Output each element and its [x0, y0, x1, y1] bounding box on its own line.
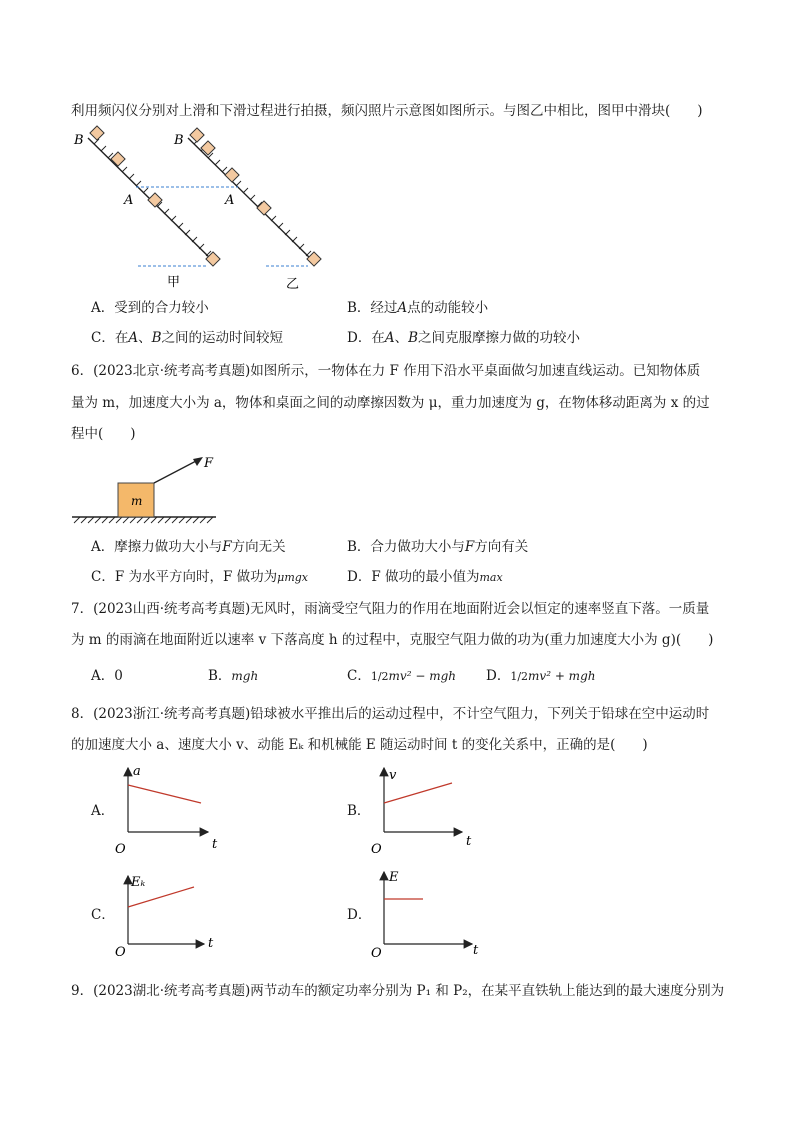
- graph-c-origin: O: [115, 945, 126, 960]
- graph-a: [115, 764, 218, 857]
- q5-option-b: B．经过A点的动能较小: [347, 300, 489, 316]
- label-B-jia: B: [74, 133, 84, 148]
- graph-b-curve: [384, 783, 452, 803]
- graph-b: [371, 768, 472, 857]
- graph-d-ylabel: E: [389, 870, 399, 885]
- graph-d: [371, 870, 479, 961]
- label-A-jia: A: [124, 193, 134, 208]
- q5-option-a: A．受到的合力较小: [91, 300, 209, 316]
- q6-option-d: D．F 做功的最小值为max: [347, 569, 503, 585]
- q5-stem: 利用频闪仪分别对上滑和下滑过程进行拍摄，频闪照片示意图如图所示。与图乙中相比，图甲中滑块( ): [71, 103, 703, 119]
- graph-b-ylabel: v: [389, 768, 397, 783]
- label-jia: 甲: [167, 275, 181, 290]
- q7-option-b: B．mgh: [208, 668, 259, 684]
- graph-c-curve: [128, 887, 194, 907]
- q8-option-c-letter: C．: [91, 907, 115, 923]
- graph-d-xlabel: t: [473, 943, 479, 958]
- q7-line-2: 为 m 的雨滴在地面附近以速率 v 下落高度 h 的过程中，克服空气阻力做的功为(重力加速度大小为 g)( ): [71, 632, 714, 648]
- q8-option-b-letter: B．: [347, 803, 371, 819]
- q7-option-a: A．0: [91, 668, 123, 684]
- q8-line-2: 的加速度大小 a、速度大小 v、动能 Eₖ 和机械能 E 随运动时间 t 的变化关系中，正确的是( ): [71, 737, 648, 753]
- q8-line-1: 8．(2023浙江·统考高考真题)铅球被水平推出后的运动过程中，不计空气阻力，下列关于铅球在空中运动时: [71, 706, 710, 722]
- q9-line-1: 9．(2023湖北·统考高考真题)两节动车的额定功率分别为 P₁ 和 P₂，在某平直铁轨上能达到的最大速度分别为: [71, 983, 725, 999]
- label-yi: 乙: [286, 277, 300, 292]
- q7-option-d: D．1/2mv² + mgh: [486, 668, 596, 684]
- graph-a-origin: O: [115, 842, 126, 857]
- q5-option-d: D．在A、B之间克服摩擦力做的功较小: [347, 330, 580, 346]
- q6-option-a: A．摩擦力做功大小与F方向无关: [91, 539, 286, 555]
- q8-option-d-letter: D．: [347, 907, 372, 923]
- graph-c-xlabel: t: [208, 936, 214, 951]
- graph-a-xlabel: t: [212, 837, 218, 852]
- graph-c: [115, 875, 214, 960]
- block-m-label: m: [131, 494, 143, 508]
- graph-a-ylabel: a: [133, 764, 141, 779]
- graph-b-origin: O: [371, 842, 382, 857]
- graph-d-origin: O: [371, 946, 382, 961]
- label-A-yi: A: [225, 193, 235, 208]
- graph-c-ylabel: Eₖ: [131, 875, 146, 890]
- q6-line-1: 6．(2023北京·统考高考真题)如图所示，一物体在力 F 作用下沿水平桌面做匀加速直线运动。已知物体质: [71, 363, 701, 379]
- force-label: F: [204, 456, 214, 471]
- q5-option-c: C．在A、B之间的运动时间较短: [91, 330, 284, 346]
- graph-b-xlabel: t: [466, 834, 472, 849]
- q6-line-2: 量为 m，加速度大小为 a，物体和桌面之间的动摩擦因数为 μ，重力加速度为 g，在物体移动距离为 x 的过: [71, 395, 710, 411]
- q7-line-1: 7．(2023山西·统考高考真题)无风时，雨滴受空气阻力的作用在地面附近会以恒定的速率竖直下落。一质量: [71, 601, 710, 617]
- q7-option-c: C．1/2mv² − mgh: [347, 668, 456, 684]
- q6-line-3: 程中( ): [71, 426, 136, 442]
- graph-a-curve: [128, 785, 201, 803]
- q8-option-a-letter: A．: [91, 803, 115, 819]
- q6-option-c: C．F 为水平方向时，F 做功为μmgx: [91, 569, 308, 585]
- label-B-yi: B: [174, 133, 184, 148]
- q6-option-b: B．合力做功大小与F方向有关: [347, 539, 529, 555]
